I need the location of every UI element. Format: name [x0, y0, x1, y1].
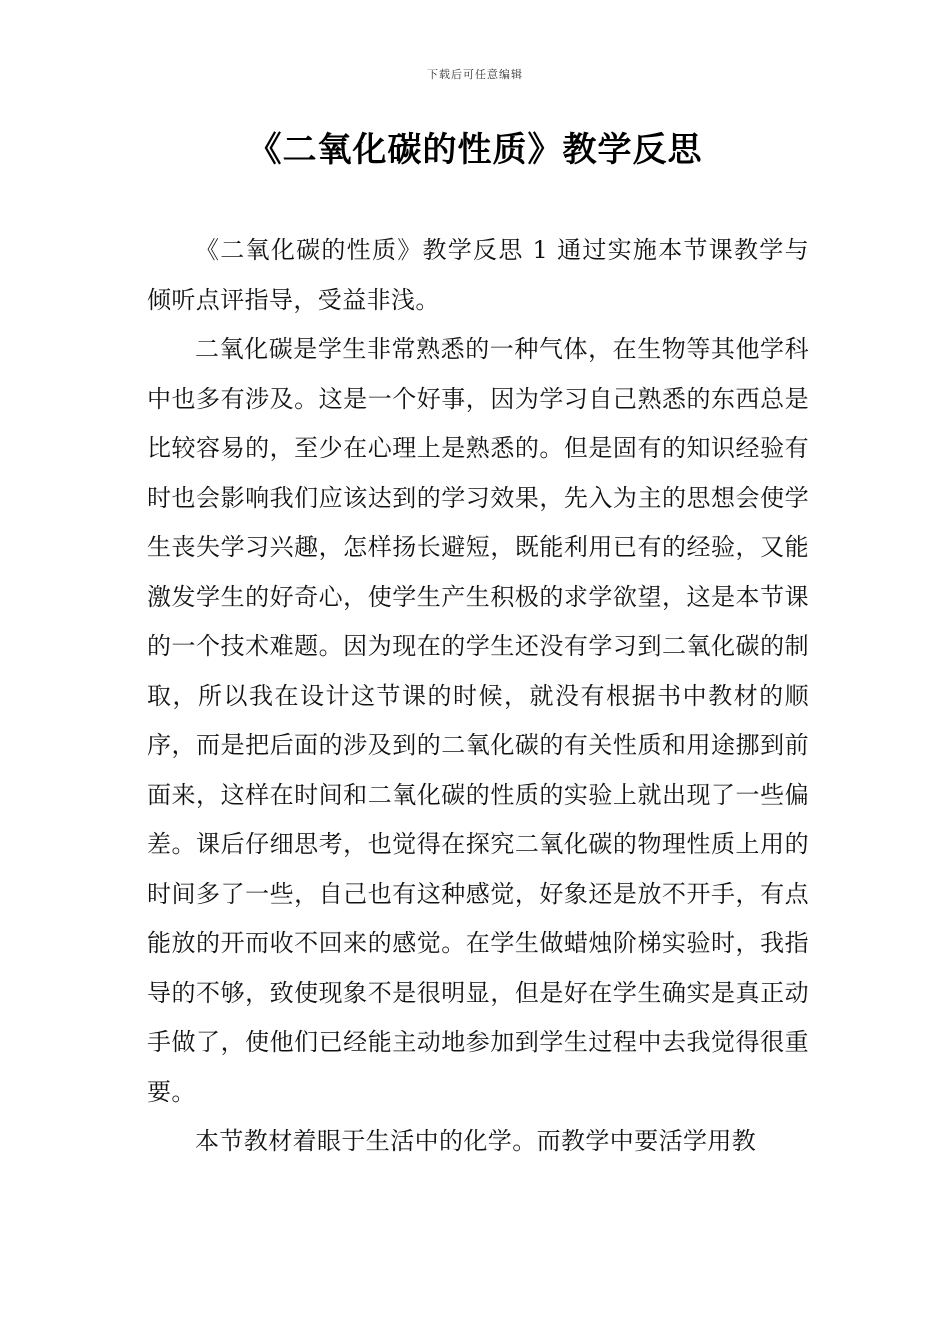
paragraph-main: 二氧化碳是学生非常熟悉的一种气体，在生物等其他学科中也多有涉及。这是一个好事，因为学习自己熟悉的东西总是比较容易的，至少在心理上是熟悉的。但是固有的知识经验有时也会影响我们应该达到的学习效果，先入为主的思想会使学生丧失学习兴趣，怎样扬长避短，既能利用已有的经验，又能激发学生的好奇心，使学生产生积极的求学欲望，这是本节课的一个技术难题。因为现在的学生还没有学习到二氧化碳的制取，所以我在设计这节课的时候，就没有根据书中教材的顺序，而是把后面的涉及到的二氧化碳的有关性质和用途挪到前面来，这样在时间和二氧化碳的性质的实验上就出现了一些偏差。课后仔细思考，也觉得在探究二氧化碳的物理性质上用的时间多了一些，自己也有这种感觉，好象还是放不开手，有点能放的开而收不回来的感觉。在学生做蜡烛阶梯实验时，我指导的不够，致使现象不是很明显，但是好在学生确实是真正动手做了，使他们已经能主动地参加到学生过程中去我觉得很重要。	[147, 335, 809, 1106]
document-body	[147, 226, 809, 1167]
paragraph-continued: 本节教材着眼于生活中的化学。而教学中要活学用教	[195, 1127, 757, 1155]
header-note: 下载后可任意编辑	[427, 68, 523, 81]
document-title: 《二氧化碳的性质》教学反思	[247, 130, 703, 170]
paragraph-intro: 《二氧化碳的性质》教学反思 1 通过实施本节课教学与倾听点评指导，受益非浅。	[147, 236, 809, 314]
